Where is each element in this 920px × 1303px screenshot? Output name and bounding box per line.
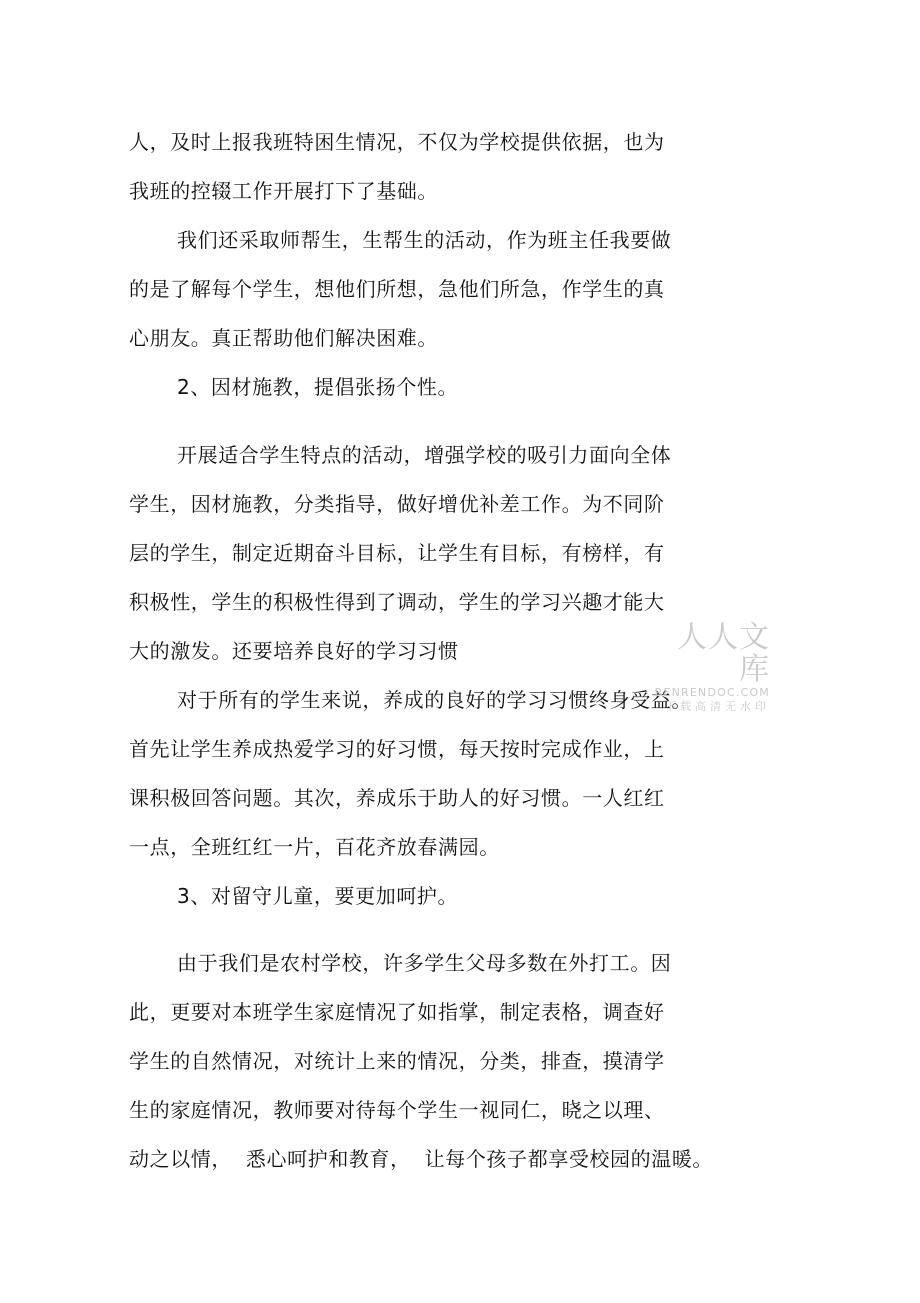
text-line: 人，及时上报我班特困生情况，不仅为学校提供依据，也为 (129, 130, 665, 154)
text-line: 心朋友。真正帮助他们解决困难。 (129, 326, 438, 350)
paragraph-start: 我们还采取师帮生，生帮生的活动，作为班主任我要做 (177, 228, 672, 252)
text-line: 动之以情， 悉心呵护和教育， 让每个孩子都享受校园的温暖。 (129, 1147, 714, 1171)
text-line: 此，更要对本班学生家庭情况了如指掌，制定表格，调查好 (129, 1000, 665, 1024)
text-line: 课积极回答问题。其次，养成乐于助人的好习惯。一人红红 (129, 786, 665, 810)
section-heading: 3、对留守儿童，要更加呵护。 (177, 884, 459, 908)
text-line: 生的家庭情况，教师要对待每个学生一视同仁，晓之以理、 (129, 1098, 665, 1122)
text-line: 积极性，学生的积极性得到了调动，学生的学习兴趣才能大 (129, 590, 665, 614)
text-line: 一点，全班红红一片，百花齐放春满园。 (129, 835, 500, 859)
text-line: 大的激发。还要培养良好的学习习惯 (129, 639, 459, 663)
text-line: 学生的自然情况，对统计上来的情况，分类，排查，摸清学 (129, 1049, 665, 1073)
watermark-subtitle: 下载高清无水印 (665, 700, 770, 713)
text-line: 首先让学生养成热爱学习的好习惯，每天按时完成作业，上 (129, 737, 665, 761)
text-line: 学生，因材施教，分类指导，做好增优补差工作。为不同阶 (129, 492, 665, 516)
text-line: 的是了解每个学生，想他们所想，急他们所急，作学生的真 (129, 277, 665, 301)
watermark-url: RENRENDOC.COM (654, 686, 770, 699)
paragraph-start: 开展适合学生特点的活动，增强学校的吸引力面向全体 (177, 443, 672, 467)
text-line: 我班的控辍工作开展打下了基础。 (129, 179, 438, 203)
watermark-logo (648, 622, 770, 714)
paragraph-start: 对于所有的学生来说，养成的良好的学习习惯终身受益。 (177, 688, 692, 712)
watermark-title: 人人文库 (677, 620, 770, 687)
text-line: 层的学生，制定近期奋斗目标，让学生有目标，有榜样，有 (129, 541, 665, 565)
section-heading: 2、因材施教，提倡张扬个性。 (177, 375, 459, 399)
paragraph-start: 由于我们是农村学校，许多学生父母多数在外打工。因 (177, 951, 672, 975)
